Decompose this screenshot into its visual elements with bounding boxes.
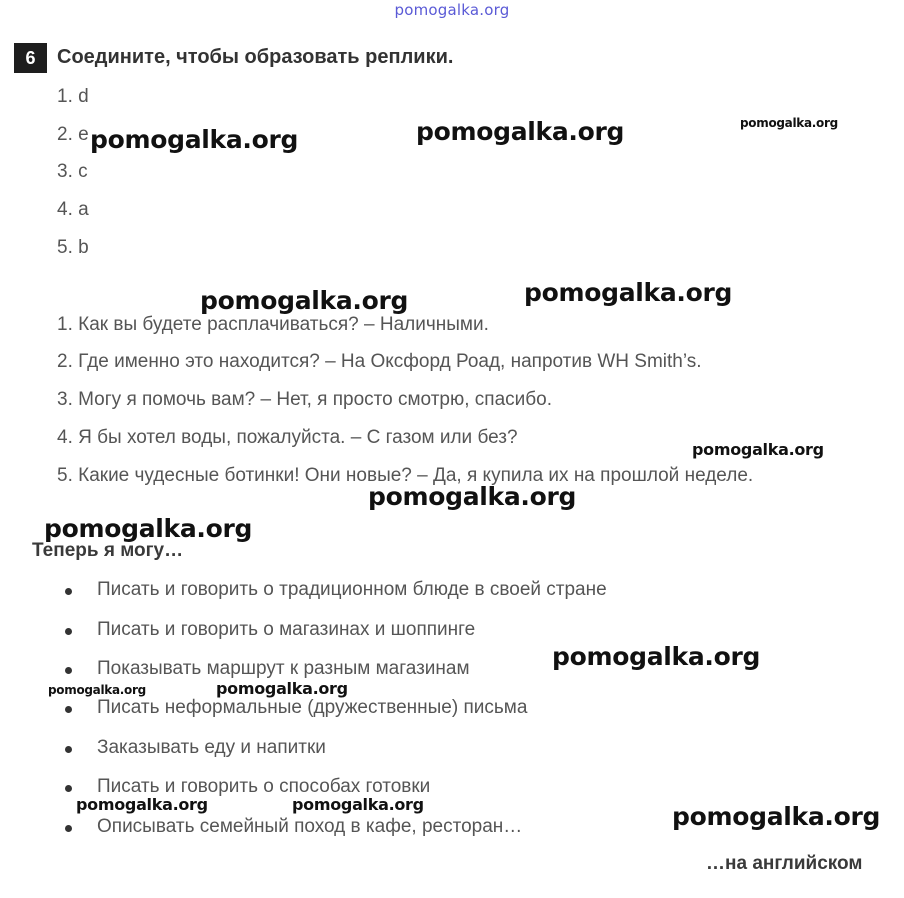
now-i-can-title: Теперь я могу… [32, 540, 184, 561]
watermark: pomogalka.org [76, 795, 208, 814]
answer-item: 2. e [57, 124, 89, 145]
skill-item: Показывать маршрут к разным магазинам [97, 658, 470, 679]
bullet-dot [65, 588, 72, 595]
skill-item: Писать и говорить о способах готовки [97, 776, 431, 797]
answer-item: 4. a [57, 199, 89, 220]
watermark: pomogalka.org [368, 482, 577, 511]
top-watermark: pomogalka.org [394, 1, 510, 19]
bullet-dot [65, 785, 72, 792]
watermark: pomogalka.org [672, 802, 881, 831]
skill-item: Писать неформальные (дружественные) письма [97, 697, 528, 718]
watermark: pomogalka.org [44, 514, 253, 543]
bullet-dot [65, 628, 72, 635]
watermark: pomogalka.org [90, 125, 299, 154]
watermark: pomogalka.org [740, 116, 838, 130]
dialogue-line: 4. Я бы хотел воды, пожалуйста. – С газом или без? [57, 427, 518, 448]
answer-item: 3. c [57, 161, 88, 182]
watermark: pomogalka.org [200, 286, 409, 315]
skill-item: Заказывать еду и напитки [97, 737, 326, 758]
footer-caption: …на английском [706, 853, 863, 874]
watermark: pomogalka.org [552, 642, 761, 671]
watermark: pomogalka.org [692, 440, 824, 459]
watermark: pomogalka.org [524, 278, 733, 307]
skill-item: Описывать семейный поход в кафе, ресторан… [97, 816, 523, 837]
dialogue-line: 5. Какие чудесные ботинки! Они новые? – Да, я купила их на прошлой неделе. [57, 465, 754, 486]
watermark: pomogalka.org [416, 117, 625, 146]
skill-item: Писать и говорить о магазинах и шоппинге [97, 619, 476, 640]
dialogue-line: 2. Где именно это находится? – На Оксфорд Роад, напротив WH Smith’s. [57, 351, 702, 372]
answer-item: 5. b [57, 237, 89, 258]
watermark: pomogalka.org [48, 683, 146, 697]
watermark: pomogalka.org [216, 679, 348, 698]
bullet-dot [65, 825, 72, 832]
skill-item: Писать и говорить о традиционном блюде в своей стране [97, 579, 607, 600]
bullet-dot [65, 706, 72, 713]
exercise-title: Соедините, чтобы образовать реплики. [57, 46, 454, 68]
bullet-dot [65, 746, 72, 753]
bullet-dot [65, 667, 72, 674]
dialogue-line: 3. Могу я помочь вам? – Нет, я просто смотрю, спасибо. [57, 389, 552, 410]
exercise-number-badge: 6 [14, 43, 47, 73]
watermark: pomogalka.org [292, 795, 424, 814]
dialogue-line: 1. Как вы будете расплачиваться? – Наличными. [57, 314, 489, 335]
answer-item: 1. d [57, 86, 89, 107]
